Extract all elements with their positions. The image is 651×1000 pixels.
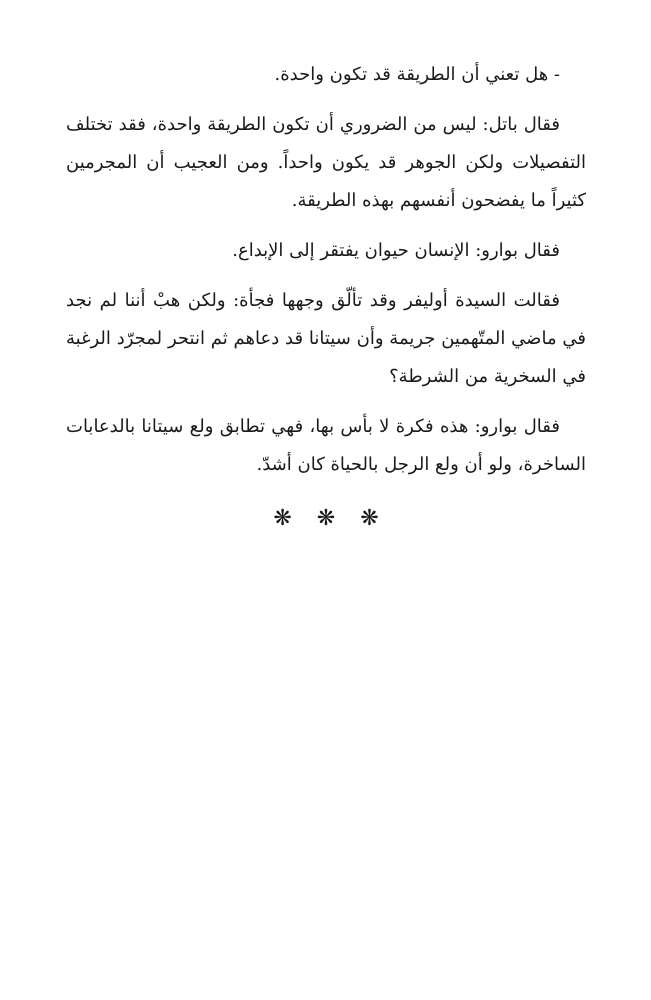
- asterism-star-icon: ❋: [360, 506, 379, 531]
- paragraph-poirot-remark: فقال بوارو: الإنسان حيوان يفتقر إلى الإبداع.: [232, 240, 560, 261]
- paragraph-battle-reply: فقال باتل: ليس من الضروري أن تكون الطريقة واحدة، فقد تختلف التفصيلات ولكن الجوهر قد يكون واحداً. ومن العجيب أن المجرمين كثيراً ما يفضحون أنفسهم بهذه الطريقة.: [66, 114, 586, 211]
- paragraph-dialogue-question: - هل تعني أن الطريقة قد تكون واحدة.: [274, 64, 560, 85]
- section-break-ornament: [66, 500, 586, 538]
- paragraph-oliver-suggestion: فقالت السيدة أوليفر وقد تألّق وجهها فجأة: ولكن هبْ أننا لم نجد في ماضي المتّهمين جريمة وأن سيتانا قد دعاهم ثم انتحر لمجرّد الرغبة في السخرية من الشرطة؟: [66, 290, 586, 387]
- asterism-star-icon: ❋: [273, 506, 292, 531]
- asterism-star-icon: ❋: [316, 506, 336, 531]
- paragraph-poirot-response: فقال بوارو: هذه فكرة لا بأس بها، فهي تطابق ولع سيتانا بالدعابات الساخرة، ولو أن ولع الرجل بالحياة كان أشدّ.: [66, 416, 586, 475]
- book-page: [66, 56, 586, 538]
